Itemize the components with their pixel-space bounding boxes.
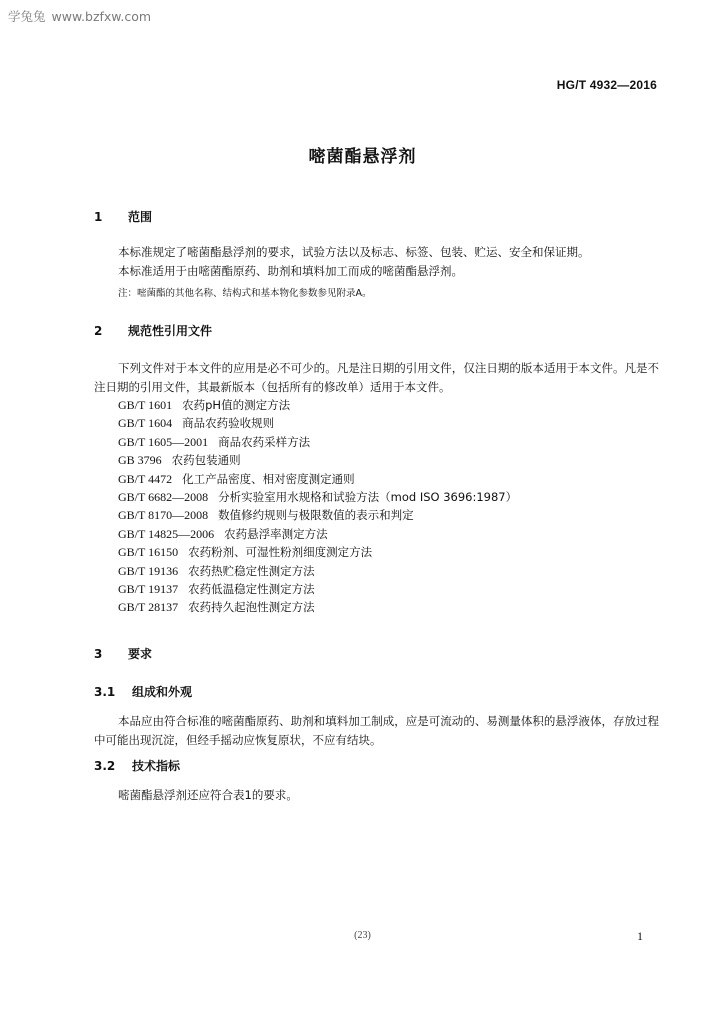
reference-item: [118, 433, 517, 451]
watermark-brand: 学兔兔: [8, 9, 46, 24]
reference-list: [118, 396, 517, 617]
footer-page-marker: (23): [354, 930, 371, 941]
reference-item: [118, 470, 517, 488]
standard-code: HG/T 4932—2016: [556, 78, 657, 92]
reference-code: GB/T 1604: [118, 416, 173, 431]
reference-title: 农药热贮稳定性测定方法: [188, 563, 315, 578]
reference-code: GB/T 16150: [118, 545, 179, 560]
section-title: 范围: [128, 210, 153, 224]
reference-item: [118, 396, 517, 414]
reference-title: 农药包装通则: [171, 453, 241, 468]
document-title: 嘧菌酯悬浮剂: [308, 147, 417, 167]
reference-item: [118, 562, 517, 580]
scope-paragraph-2: 本标准适用于由嘧菌酯原药、助剂和填料加工而成的嘧菌酯悬浮剂。: [118, 264, 463, 278]
section-number: 2: [94, 324, 103, 338]
scope-note: 注：嘧菌酯的其他名称、结构式和基本物化参数参见附录A。: [118, 288, 372, 299]
reference-title: 农药粉剂、可湿性粉剂细度测定方法: [188, 545, 373, 560]
reference-item: [118, 451, 517, 469]
watermark-site: www.bzfxw.com: [51, 9, 152, 24]
section-number: 3.2: [94, 759, 116, 773]
section-3-2-heading: [94, 757, 180, 774]
section-number: 1: [94, 210, 103, 224]
composition-paragraph: 本品应由符合标准的嘧菌酯原药、助剂和填料加工制成，应是可流动的、易测量体积的悬浮液体，存放过程中可能出现沉淀，但经手摇动应恢复原状，不应有结块。: [94, 714, 659, 747]
reference-title: 化工产品密度、相对密度测定通则: [182, 471, 355, 486]
reference-code: GB/T 28137: [118, 600, 179, 615]
reference-title: 农药低温稳定性测定方法: [188, 581, 315, 596]
reference-item: [118, 598, 517, 616]
reference-code: GB/T 19136: [118, 563, 179, 578]
section-title: 规范性引用文件: [128, 324, 213, 338]
reference-item: [118, 580, 517, 598]
reference-title: 农药悬浮率测定方法: [224, 526, 328, 541]
reference-item: [118, 414, 517, 432]
reference-title: 农药pH值的测定方法: [182, 398, 291, 412]
section-number: 3.1: [94, 685, 116, 699]
reference-item: [118, 488, 517, 506]
reference-code: GB/T 1601: [118, 398, 173, 412]
section-2-heading: [94, 322, 212, 339]
reference-item: [118, 506, 517, 524]
references-intro: 下列文件对于本文件的应用是必不可少的。凡是注日期的引用文件，仅注日期的版本适用于本文件。凡是不注日期的引用文件，其最新版本（包括所有的修改单）适用于本文件。: [94, 361, 659, 394]
reference-code: GB/T 8170—2008: [118, 508, 209, 523]
section-3-heading: [94, 645, 152, 662]
reference-title: 商品农药验收规则: [182, 416, 275, 431]
reference-code: GB/T 1605—2001: [118, 434, 209, 449]
reference-code: GB 3796: [118, 453, 162, 468]
watermark: [8, 7, 151, 25]
reference-code: GB/T 19137: [118, 581, 179, 596]
page-number: 1: [637, 929, 643, 943]
reference-item: [118, 525, 517, 543]
technical-indicators-paragraph: 嘧菌酯悬浮剂还应符合表1的要求。: [118, 788, 298, 802]
reference-code: GB/T 4472: [118, 471, 173, 486]
reference-title: 农药持久起泡性测定方法: [188, 600, 315, 615]
reference-code: GB/T 14825—2006: [118, 526, 215, 541]
reference-title: 分析实验室用水规格和试验方法（mod ISO 3696:1987）: [218, 489, 518, 504]
section-3-1-heading: [94, 683, 192, 700]
section-1-heading: [94, 208, 152, 225]
reference-title: 数值修约规则与极限数值的表示和判定: [218, 508, 414, 523]
section-title: 技术指标: [132, 759, 181, 773]
scope-paragraph-1: 本标准规定了嘧菌酯悬浮剂的要求，试验方法以及标志、标签、包装、贮运、安全和保证期。: [118, 245, 590, 259]
section-title: 组成和外观: [132, 685, 193, 699]
reference-code: GB/T 6682—2008: [118, 489, 209, 504]
reference-title: 商品农药采样方法: [218, 434, 311, 449]
reference-item: [118, 543, 517, 561]
section-title: 要求: [128, 647, 153, 661]
section-number: 3: [94, 647, 103, 661]
